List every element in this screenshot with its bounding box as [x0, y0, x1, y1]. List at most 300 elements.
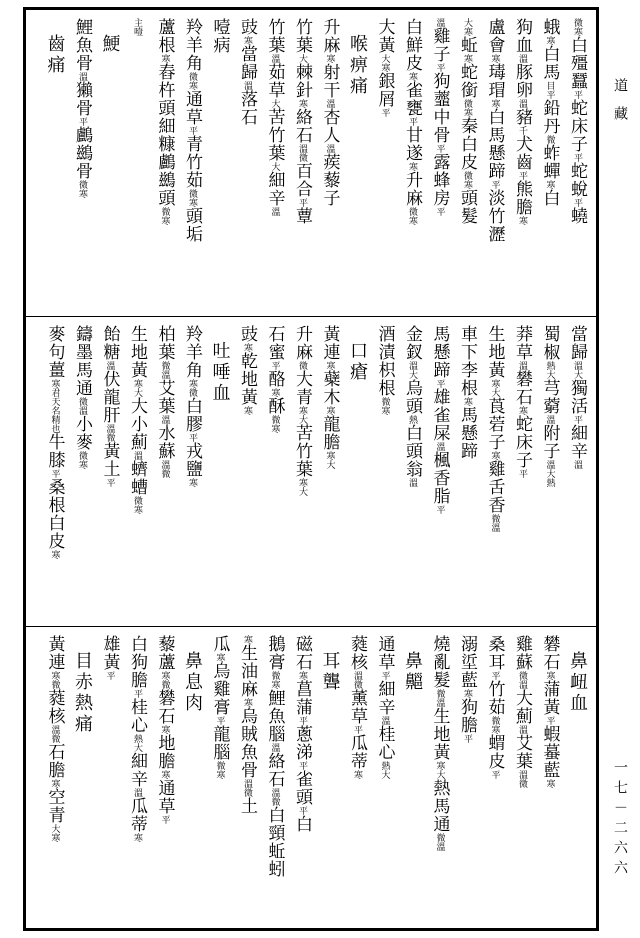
- property-note: 平: [49, 469, 60, 478]
- property-note: 寒: [462, 689, 472, 698]
- text-panel-1: [26, 10, 596, 317]
- herb-name: 蘆根: [154, 18, 175, 54]
- property-note: 寒: [159, 770, 170, 779]
- herb-name: 桂心: [374, 725, 395, 761]
- herb-name: 白頸蚯蚓: [264, 806, 285, 878]
- text-column: [429, 10, 451, 316]
- property-note: 寒: [187, 478, 197, 487]
- property-note: 平: [489, 770, 500, 779]
- property-note: 平: [132, 689, 142, 698]
- property-note: 千: [517, 126, 527, 135]
- text-column: [319, 10, 341, 316]
- herb-name: 生地黃: [127, 325, 147, 379]
- herb-name: 大青: [292, 370, 312, 406]
- herb-name: 當歸: [237, 45, 257, 81]
- text-column: [71, 10, 93, 316]
- property-note: 溫: [132, 451, 142, 460]
- herb-name: 秦白皮: [457, 117, 477, 171]
- herb-name: 獺骨: [72, 81, 92, 117]
- property-note: 微溫: [159, 361, 170, 379]
- property-note: 大寒: [379, 54, 390, 72]
- property-note: 寒: [324, 54, 335, 63]
- text-column: [401, 627, 423, 928]
- herb-name: 狗虀中骨: [429, 72, 450, 144]
- property-note: 平: [517, 469, 527, 478]
- text-column: [44, 10, 66, 316]
- herb-name: 蔥涕: [292, 725, 312, 761]
- text-column: [429, 627, 451, 928]
- herb-name: 生地黃: [484, 325, 505, 379]
- herb-name: 懸: [457, 424, 477, 442]
- text-column: [374, 627, 396, 928]
- herb-name: 大薊: [512, 689, 532, 725]
- property-note: 寒: [324, 406, 335, 415]
- property-note: 溫: [269, 743, 280, 752]
- herb-name: 烏頭: [402, 379, 422, 415]
- herb-name: 鉛丹: [539, 99, 560, 135]
- herb-name: 豬: [512, 108, 532, 126]
- property-note: 寒君天名精也: [49, 379, 60, 433]
- property-note: 寒: [242, 698, 252, 707]
- property-note: 平: [352, 725, 362, 734]
- property-note: 溫大熱: [544, 460, 555, 487]
- herb-name: 芎藭: [539, 379, 560, 415]
- property-note: 寒: [324, 361, 335, 370]
- property-note: 溫: [517, 361, 527, 370]
- property-note: 寒: [462, 54, 472, 63]
- text-column: [566, 627, 588, 928]
- property-note: 寒: [544, 180, 555, 189]
- property-note: 平: [104, 671, 115, 680]
- text-column: [346, 317, 368, 626]
- herb-name: 熊膽: [512, 180, 532, 216]
- property-note: 寒: [489, 99, 500, 108]
- property-note: 微寒: [407, 207, 417, 225]
- property-note: 溫微: [269, 788, 280, 806]
- property-note: 微寒: [77, 451, 87, 469]
- property-note: 微寒: [159, 207, 170, 225]
- herb-name: 噎病: [209, 18, 230, 54]
- herb-name: 礬石: [154, 689, 175, 725]
- property-note: 寒大: [297, 478, 307, 496]
- property-note: 溫: [379, 716, 390, 725]
- property-note: 微寒: [187, 72, 197, 90]
- herb-name: 大小薊: [127, 397, 147, 451]
- property-note: 平: [104, 478, 115, 487]
- text-column: [456, 10, 478, 316]
- text-column: [566, 10, 588, 316]
- property-note: 平: [379, 671, 390, 680]
- text-column: [154, 627, 176, 928]
- herb-name: 細辛: [567, 424, 587, 460]
- text-column: [319, 627, 341, 928]
- text-column: [181, 10, 203, 316]
- herb-name: 蚯: [457, 36, 477, 54]
- property-note: 寒: [544, 36, 555, 45]
- property-note: 寒: [242, 406, 252, 415]
- herb-name: 獨活: [567, 379, 587, 415]
- herb-name: 細辛: [374, 680, 395, 716]
- property-note: 大寒: [49, 824, 60, 842]
- herb-name: 雄雀屎: [429, 388, 450, 442]
- herb-name: 銀屑: [374, 72, 395, 108]
- property-note: 溫微: [517, 770, 527, 788]
- herb-name: 雞蘇: [512, 635, 532, 671]
- herb-name: 大黃: [374, 18, 395, 54]
- section-heading: 口瘡: [347, 341, 368, 383]
- herb-name: 頭垢: [182, 207, 202, 243]
- property-note: 目平: [544, 81, 555, 99]
- property-note: 寒: [159, 54, 170, 63]
- property-note: 平: [297, 806, 307, 815]
- property-note: 平: [572, 415, 582, 424]
- text-column: [291, 317, 313, 626]
- herb-name: 白: [292, 815, 312, 833]
- herb-name: 黃連: [44, 635, 65, 671]
- herb-name: 白膠: [182, 397, 202, 433]
- herb-name: 艾葉: [154, 379, 175, 415]
- property-note: 大: [269, 99, 280, 108]
- property-note: 微溫: [517, 671, 527, 689]
- herb-name: 黃連: [319, 325, 340, 361]
- herb-name: 瓜蒂: [347, 734, 367, 770]
- herb-name: 蝦蟇藍: [539, 725, 560, 779]
- text-column: [511, 627, 533, 928]
- property-note: 寒: [297, 671, 307, 680]
- text-column: [401, 10, 423, 316]
- property-note: 溫: [159, 415, 170, 424]
- text-column: [539, 627, 561, 928]
- herb-name: 附子: [539, 424, 560, 460]
- property-note: 微溫: [434, 833, 445, 851]
- herb-name: 蠐螬: [127, 460, 147, 496]
- text-column: [209, 627, 231, 928]
- text-column: [181, 627, 203, 928]
- property-note: 寒: [544, 671, 555, 680]
- property-note: 寒: [489, 54, 500, 63]
- text-column: [566, 317, 588, 626]
- herb-name: 薰草: [347, 689, 367, 725]
- herb-name: 盧會: [484, 18, 505, 54]
- herb-name: 磁石: [292, 635, 312, 671]
- herb-name: 蝟皮: [484, 734, 505, 770]
- section-heading: 耳聾: [319, 651, 341, 693]
- herb-name: 酥: [264, 397, 285, 415]
- property-note: 熱大: [132, 734, 142, 752]
- property-note: 溫微: [104, 424, 115, 442]
- property-note: 平: [489, 671, 500, 680]
- property-note: 平: [434, 379, 445, 388]
- herb-name: 射干: [319, 63, 340, 99]
- herb-name: 甘遂: [402, 126, 422, 162]
- section-heading: 鼻息肉: [182, 651, 203, 714]
- herb-name: 白馬: [539, 45, 560, 81]
- text-column: [154, 317, 176, 626]
- text-column: [181, 317, 203, 626]
- herb-name: 馬懸蹄: [429, 325, 450, 379]
- herb-name: 蛇蛻: [567, 162, 587, 198]
- section-heading: 鼻齆: [402, 651, 423, 693]
- herb-name: 通草: [182, 90, 202, 126]
- herb-name: 白馬懸蹄: [484, 108, 505, 180]
- herb-name: 鯉魚骨: [72, 18, 92, 72]
- property-note: 寒: [517, 216, 527, 225]
- text-column: [209, 10, 231, 316]
- property-note: 微寒: [572, 18, 582, 36]
- herb-name: 雄黃: [99, 635, 120, 671]
- herb-name: 麥句薑: [44, 325, 65, 379]
- property-note: 溫微: [159, 460, 170, 478]
- herb-name: 絡石: [292, 108, 312, 144]
- herb-name: 露蜂房: [429, 153, 450, 207]
- property-note: 溫: [434, 18, 445, 27]
- property-note: 平: [297, 716, 307, 725]
- text-column: [44, 627, 66, 928]
- text-column: [236, 317, 258, 626]
- text-panel-3: [26, 627, 596, 928]
- herb-name: 礬石: [539, 635, 560, 671]
- text-column: [511, 317, 533, 626]
- herb-name: 車下李根: [457, 325, 477, 397]
- herb-name: 升麻: [319, 18, 340, 54]
- herb-name: 龍腦: [209, 725, 230, 761]
- herb-name: 蛇銜: [457, 63, 477, 99]
- text-column: [319, 317, 341, 626]
- herb-name: 羚羊角: [182, 325, 202, 379]
- property-note: 平: [379, 108, 390, 117]
- herb-name: 蛾: [539, 18, 560, 36]
- text-column: [291, 627, 313, 928]
- property-note: 微寒: [489, 716, 500, 734]
- property-note: 溫: [132, 788, 142, 797]
- herb-name: 頭髮: [457, 189, 477, 225]
- section-heading: 吐唾血: [209, 341, 231, 404]
- property-note: 溫: [517, 725, 527, 734]
- property-note: 寒: [242, 635, 252, 644]
- property-note: 微寒: [269, 415, 280, 433]
- property-note: 寒: [297, 99, 307, 108]
- herb-name: 蒲黃: [539, 680, 560, 716]
- property-note: 溫: [544, 415, 555, 424]
- text-column: [291, 10, 313, 316]
- property-note: 平: [517, 171, 527, 180]
- herb-name: 乾地黃: [237, 352, 257, 406]
- text-column: [71, 317, 93, 626]
- herb-name: 當歸: [567, 325, 587, 361]
- herb-name: 蕤核: [44, 689, 65, 725]
- text-column: [484, 627, 506, 928]
- text-column: [484, 317, 506, 626]
- property-note: 寒: [407, 162, 417, 171]
- property-note: 熱大: [379, 761, 390, 779]
- property-note: 噎: [132, 27, 142, 36]
- property-note: 寒: [352, 770, 362, 779]
- herb-name: 白狗膽: [127, 635, 147, 689]
- herb-name: 瑇瑁: [484, 63, 505, 99]
- herb-name: 絡石: [264, 752, 285, 788]
- herb-name: 白殭蠶: [567, 36, 587, 90]
- property-note: 平: [434, 144, 445, 153]
- text-column: [456, 627, 478, 928]
- herb-name: 豉: [237, 325, 257, 343]
- text-column: [456, 317, 478, 626]
- herb-name: 石膽: [44, 743, 65, 779]
- property-note: 微寒: [462, 171, 472, 189]
- text-column: [71, 627, 93, 928]
- herb-name: 淡竹瀝: [484, 189, 505, 243]
- text-column: [346, 10, 368, 316]
- property-note: 寒: [462, 397, 472, 406]
- text-column: [99, 627, 121, 928]
- herb-name: 藜蘆: [154, 635, 175, 671]
- herb-name: 地膽: [154, 734, 175, 770]
- herb-name: 酪: [264, 370, 285, 388]
- herb-name: 鑄墨: [72, 325, 92, 361]
- herb-name: 狗膽: [457, 698, 477, 734]
- herb-name: 通草: [154, 779, 175, 815]
- property-note: 寒微: [49, 671, 60, 689]
- text-column: [126, 627, 148, 928]
- herb-name: 藍: [457, 671, 477, 689]
- property-note: 溫: [269, 207, 280, 216]
- property-note: 熱: [407, 415, 417, 424]
- property-note: 平: [297, 761, 307, 770]
- property-note: 寒大: [132, 379, 142, 397]
- text-column: [44, 317, 66, 626]
- property-note: 大: [297, 54, 307, 63]
- property-note: 寒: [489, 451, 500, 460]
- herb-name: 細辛: [264, 171, 285, 207]
- herb-name: 牛膝: [44, 433, 65, 469]
- property-note: 微寒: [214, 761, 225, 779]
- property-note: 微溫: [434, 689, 445, 707]
- text-column: [236, 10, 258, 316]
- property-note: 寒: [49, 779, 60, 788]
- text-column: [99, 317, 121, 626]
- property-note: 平: [77, 117, 87, 126]
- herb-name: 棘針: [292, 63, 312, 99]
- property-note: 平: [489, 180, 500, 189]
- herb-name: 莨菪子: [484, 397, 505, 451]
- property-note: 平: [187, 433, 197, 442]
- text-column: [401, 317, 423, 626]
- property-note: 平: [434, 207, 445, 216]
- herb-name: 鸕鷀頭: [154, 153, 175, 207]
- herb-name: 金釵: [402, 325, 422, 361]
- margin-title: 道藏: [612, 78, 628, 134]
- herb-name: 烏賊魚骨: [237, 707, 257, 779]
- text-column: [99, 10, 121, 316]
- property-note: 溫大: [572, 361, 582, 379]
- herb-name: 雞舌香: [484, 460, 505, 514]
- herb-name: 杏人: [319, 108, 340, 144]
- property-note: 大: [269, 162, 280, 171]
- herb-name: 蟯: [567, 207, 587, 225]
- herb-name: 小麥: [72, 415, 92, 451]
- property-note: 寒: [242, 36, 252, 45]
- property-note: 微: [297, 361, 307, 370]
- property-note: 平: [297, 198, 307, 207]
- property-note: 溫: [242, 81, 252, 90]
- herb-name: 桑耳: [484, 635, 505, 671]
- herb-name: 蕤核: [347, 635, 367, 671]
- herb-name: 蛇床子: [567, 99, 587, 153]
- property-note: 溫: [104, 361, 115, 370]
- herb-name: 白頭翁: [402, 424, 422, 478]
- text-column: [126, 10, 148, 316]
- herb-name: 莽草: [512, 325, 532, 361]
- property-note: 溫: [434, 442, 445, 451]
- property-note: 平: [462, 734, 472, 743]
- text-column: [264, 317, 286, 626]
- herb-name: 白鮮皮: [402, 18, 422, 72]
- herb-name: 鵝膏: [264, 635, 285, 671]
- herb-name: 桂心: [127, 698, 147, 734]
- property-note: 寒微: [187, 379, 197, 397]
- herb-name: 鸕鷀骨: [72, 126, 92, 180]
- herb-name: 熱馬通: [429, 779, 450, 833]
- property-note: 溫: [324, 99, 335, 108]
- herb-name: 石蜜: [264, 325, 285, 361]
- property-note: 平: [434, 505, 445, 514]
- property-note: 熱大: [544, 361, 555, 379]
- herb-name: 龍膽: [319, 415, 340, 451]
- text-column: [374, 10, 396, 316]
- property-note: 寒大: [324, 451, 335, 469]
- text-column: [264, 10, 286, 316]
- property-note: 寒大: [434, 761, 445, 779]
- property-note: 平: [572, 90, 582, 99]
- scripture-page: [23, 7, 599, 931]
- text-column: [264, 627, 286, 928]
- herb-name: 鯉魚腦: [264, 689, 285, 743]
- text-column: [236, 627, 258, 928]
- property-note: 平: [214, 716, 225, 725]
- property-note: 溫大: [407, 361, 417, 379]
- property-note: 微寒: [77, 180, 87, 198]
- property-note: 微寒: [187, 189, 197, 207]
- herb-name: 土: [237, 797, 257, 815]
- text-column: [154, 10, 176, 316]
- herb-name: 溺垽: [457, 635, 477, 671]
- herb-name: 蕈: [292, 207, 312, 225]
- section-heading: 喉痹痛: [347, 34, 368, 97]
- herb-name: 升麻: [292, 325, 312, 361]
- herb-name: 苦竹葉: [264, 108, 285, 162]
- herb-name: 通草: [374, 635, 395, 671]
- herb-name: 菖蒲: [292, 680, 312, 716]
- herb-name: 瓜: [209, 635, 230, 653]
- property-note: 寒: [269, 388, 280, 397]
- herb-name: 蚱蟬: [539, 144, 560, 180]
- herb-name: 竹葉: [264, 18, 285, 54]
- herb-name: 茹草: [264, 63, 285, 99]
- property-note: 平: [187, 126, 197, 135]
- property-note: 寒大: [489, 379, 500, 397]
- text-column: [539, 317, 561, 626]
- property-note: 寒微: [159, 671, 170, 689]
- herb-name: 生地黃: [429, 707, 450, 761]
- text-column: [126, 317, 148, 626]
- text-column: [511, 10, 533, 316]
- property-note: 平: [159, 815, 170, 824]
- text-column: [374, 317, 396, 626]
- property-note: 微溫: [77, 397, 87, 415]
- herb-name: 竹葉: [292, 18, 312, 54]
- property-note: 溫: [269, 54, 280, 63]
- herb-name: 羚羊角: [182, 18, 202, 72]
- text-panel-2: [26, 317, 596, 627]
